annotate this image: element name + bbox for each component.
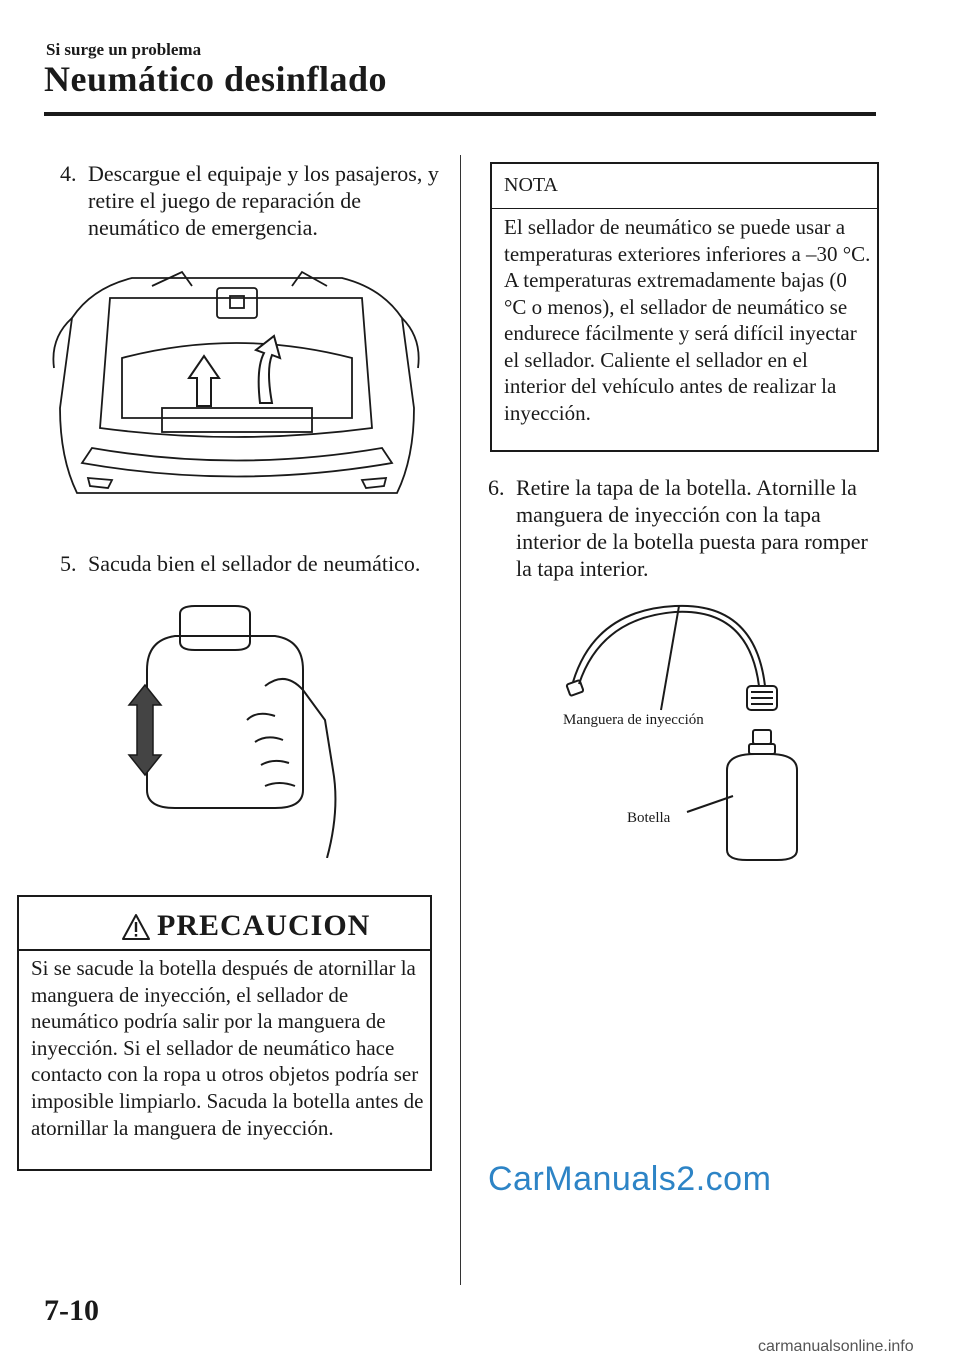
step-number: 4. bbox=[60, 161, 77, 186]
step-6 bbox=[488, 474, 883, 584]
car-trunk-illustration bbox=[52, 258, 420, 502]
title-rule bbox=[44, 112, 876, 116]
caution-box bbox=[17, 895, 432, 1171]
watermark-logo: CarManuals2.com bbox=[488, 1160, 772, 1198]
page-title: Neumático desinflado bbox=[44, 59, 387, 99]
page-number: 7-10 bbox=[44, 1294, 99, 1327]
note-title: NOTA bbox=[504, 174, 558, 196]
note-text: El sellador de neumático se puede usar a temperaturas exteriores inferiores a –30 °C. A temperaturas extremadamente bajas (0 °C o menos), el sellador de neumático se endurece fácilmente y será difícil inyectar el sellador. Caliente el sellador en el interior del vehículo antes de realizar la inyección. bbox=[504, 215, 871, 425]
note-box bbox=[490, 162, 879, 452]
hose-label: Manguera de inyección bbox=[563, 712, 704, 728]
bottle-label: Botella bbox=[627, 810, 671, 826]
hose-bottle-illustration bbox=[555, 600, 815, 862]
warning-triangle-icon bbox=[121, 913, 151, 941]
bottle-shake-illustration bbox=[115, 600, 355, 858]
step-number: 5. bbox=[60, 551, 77, 576]
caution-title: PRECAUCION bbox=[157, 909, 371, 942]
step-number: 6. bbox=[488, 475, 505, 500]
step-5 bbox=[60, 550, 450, 580]
step-text: Retire la tapa de la botella. Atornille la manguera de inyección con la tapa interior de la botella puesta para romper la tapa interior. bbox=[516, 475, 868, 581]
section-label: Si surge un problema bbox=[46, 40, 202, 59]
column-divider bbox=[460, 155, 461, 1285]
note-header bbox=[492, 164, 877, 209]
step-4 bbox=[60, 160, 450, 250]
step-text: Sacuda bien el sellador de neumático. bbox=[88, 551, 421, 576]
footer-url: carmanualsonline.info bbox=[758, 1338, 914, 1355]
caution-text: Si se sacude la botella después de atornillar la manguera de inyección, el sellador de neumático podría salir por la manguera de inyección. Si el sellador de neumático hace contacto con la ropa u otros objetos podría ser imposible limpiarlo. Sacuda la botella antes de atornillar la manguera de inyección. bbox=[31, 956, 424, 1140]
caution-header bbox=[19, 897, 430, 951]
step-text: Descargue el equipaje y los pasajeros, y retire el juego de reparación de neumático de emergencia. bbox=[88, 161, 439, 240]
